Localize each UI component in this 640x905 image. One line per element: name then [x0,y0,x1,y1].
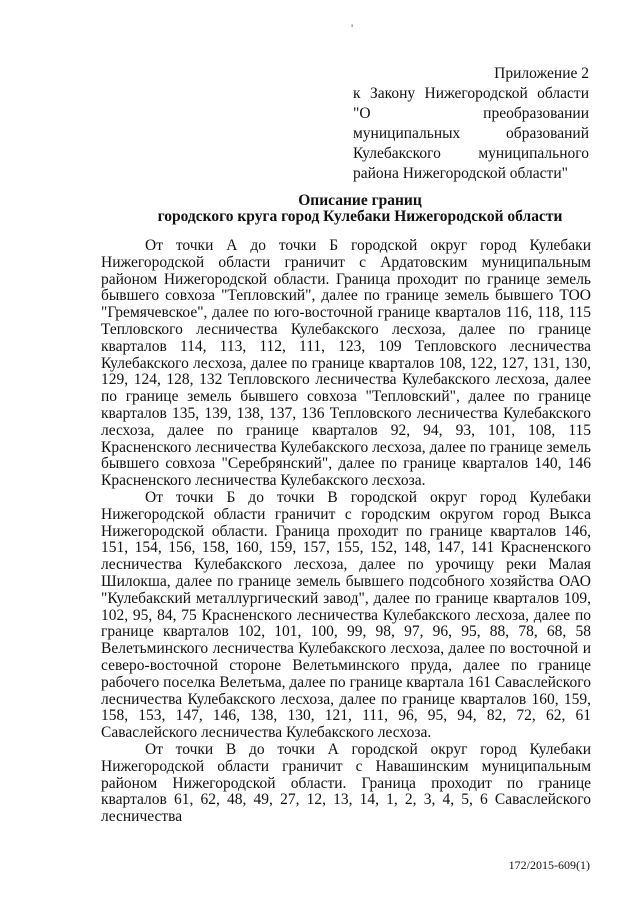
paragraph-point-b-to-v: От точки Б до точки В городской округ город Кулебаки Нижегородской области граничит с городским округом город Выкса Нижегородской области. Граница проходит по границе кварталов 146, 151, 154, 156, 158, 160, 159, 157, 155, 152, 148, 147, 141 Красненского лесничества Кулебакского лесхоза, далее по урочищу реки Малая Шилокша, далее по границе земель бывшего подсобного хозяйства ОАО "Кулебакский металлургический завод", далее по границе кварталов 109, 102, 95, 84, 75 Красненского лесничества Кулебакского лесхоза, далее по границе кварталов 102, 101, 100, 99, 98, 97, 96, 95, 88, 78, 68, 58 Велетьминского лесничества Кулебакского лесхоза, далее по восточной и северо-восточной стороне Велетьминского пруда, далее по границе рабочего поселка Велетьма, далее по границе квартала 161 Саваслейского лесничества Кулебакского лесхоза, далее по границе кварталов 160, 159, 158, 153, 147, 146, 138, 130, 121, 111, 96, 95, 94, 82, 72, 62, 61 Саваслейского лесничества Кулебакского лесхоза. [101,488,591,742]
document-registration-number: 172/2015-609(1) [508,858,590,872]
appendix-header [353,64,589,184]
document-subtitle: городского круга город Кулебаки Нижегородской области [157,208,563,225]
appendix-number: Приложение 2 [494,65,589,82]
paragraph-point-v-to-a: От точки В до точки А городской округ город Кулебаки Нижегородской области граничит с Навашинским муниципальным районом Нижегородской области. Граница проходит по границе кварталов 61, 62, 48, 49, 27, 12, 13, 14, 1, 2, 3, 4, 5, 6 Саваслейского лесничества [101,740,591,826]
stray-mark: ' [351,21,354,35]
paragraph-point-a-to-b: От точки А до точки Б городской округ город Кулебаки Нижегородской области граничит с Ардатовским муниципальным районом Нижегородской области. Граница проходит по границе земель бывшего совхоза "Тепловский", далее по границе земель бывшего ТОО "Гремячевское", далее по юго-восточной границе кварталов 116, 118, 115 Тепловского лесничества Кулебакского лесхоза, далее по границе кварталов 114, 113, 112, 111, 123, 109 Тепловского лесничества Кулебакского лесхоза, далее по границе кварталов 108, 122, 127, 131, 130, 129, 124, 128, 132 Тепловского лесничества Кулебакского лесхоза, далее по границе земель бывшего совхоза "Тепловский", далее по границе кварталов 135, 139, 138, 137, 136 Тепловского лесничества Кулебакского лесхоза, далее по границе кварталов 92, 94, 93, 101, 108, 115 Красненского лесничества Кулебакского лесхоза, далее по границе земель бывшего совхоза "Серебрянский", далее по границе кварталов 140, 146 Красненского лесничества Кулебакского лесхоза. [101,237,591,490]
document-title: Описание границ [298,192,422,209]
boundary-description [101,238,591,826]
appendix-law-reference: к Закону Нижегородской области "О преобразовании муниципальных образований Кулебакского муниципального района Нижегородской области" [353,85,589,182]
